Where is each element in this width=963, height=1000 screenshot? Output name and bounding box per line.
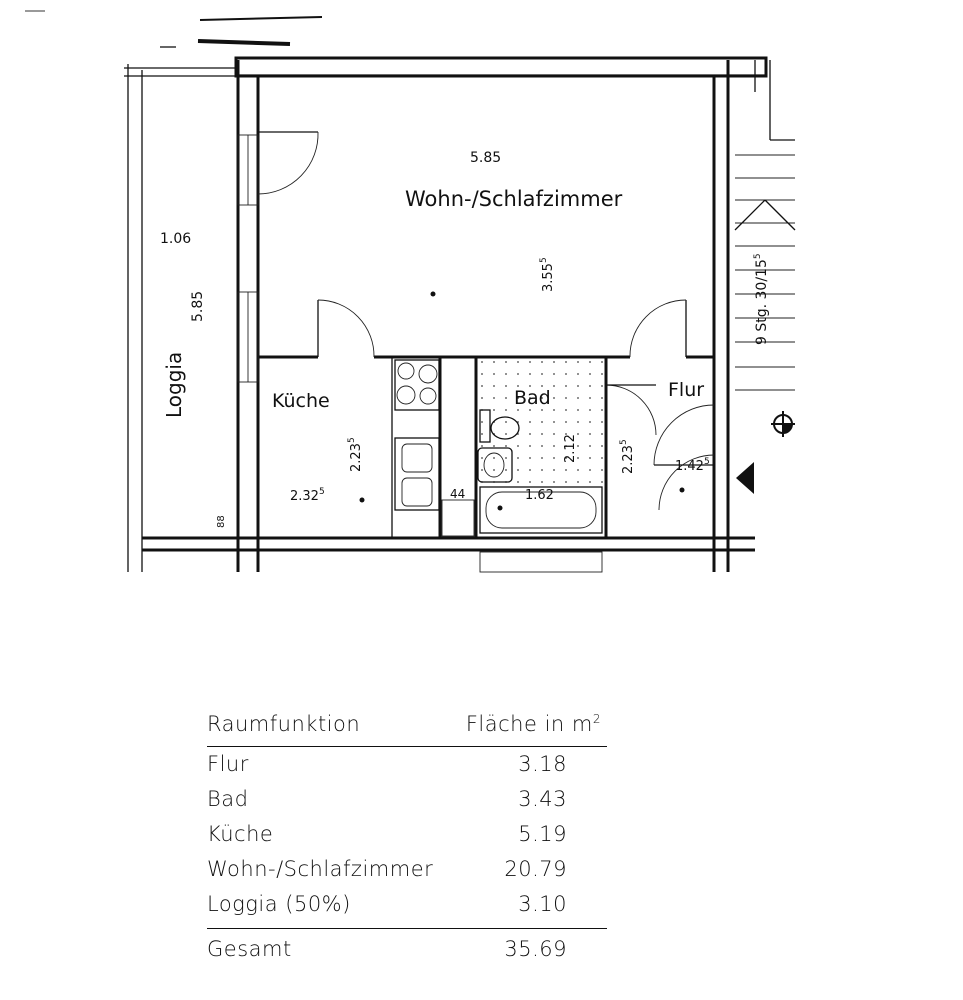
header-area: Fläche in $m^2$ [465, 712, 601, 736]
niche-label: 44 [450, 487, 466, 501]
shaft [442, 500, 474, 536]
row-value: 3.43 [518, 787, 567, 811]
scan-marks [25, 11, 322, 47]
row-name: Loggia (50%) [207, 892, 351, 916]
entrance-marker [736, 462, 754, 494]
table-row [207, 852, 607, 887]
living-depth-label: 3.55$^5$ [539, 257, 556, 292]
row-name: Bad [207, 787, 249, 811]
total-label: Gesamt [207, 937, 292, 961]
bath-depth-label: 2.12 [563, 434, 578, 463]
row-value: 3.18 [518, 752, 567, 776]
row-name: Flur [207, 752, 249, 776]
area-table [207, 712, 607, 969]
room-labels [160, 150, 770, 528]
hall-label: Flur [668, 379, 705, 401]
kitchen-sink [395, 438, 439, 510]
area-table-total-row [207, 928, 607, 969]
table-row [207, 887, 607, 922]
washbasin [478, 448, 512, 482]
row-value: 20.79 [504, 857, 567, 881]
header-function: Raumfunktion [207, 712, 361, 736]
table-row [207, 817, 607, 852]
row-name: Küche [207, 822, 274, 846]
bath-label: Bad [514, 387, 551, 409]
toilet [480, 410, 519, 442]
hall-depth-label: 2.23$^5$ [619, 439, 636, 474]
row-value: 3.10 [518, 892, 567, 916]
area-table-header [207, 712, 607, 747]
kitchen-depth-label: 2.23$^5$ [347, 437, 364, 472]
loggia-label: Loggia [162, 351, 186, 418]
kitchen-stove [395, 360, 439, 410]
windows [238, 135, 258, 382]
bath-width-label: 1.62 [525, 488, 554, 503]
hall-width-label: 1.42$^5$ [675, 457, 710, 474]
row-value: 5.19 [518, 822, 567, 846]
table-row [207, 782, 607, 817]
row-name: Wohn-/Schlafzimmer [207, 857, 434, 881]
loggia-length-label: 5.85 [190, 290, 206, 322]
table-row [207, 747, 607, 782]
north-symbol-icon [771, 411, 795, 437]
kitchen-label: Küche [272, 390, 330, 412]
stairs-label: 9 Stg. $30/15^5$ [753, 253, 770, 345]
total-value: 35.69 [504, 937, 567, 961]
loggia-width-label: 1.06 [160, 231, 192, 247]
lower-fixture [480, 552, 602, 572]
window-note-label: 88 [216, 515, 227, 528]
bath-tile-grid [481, 361, 603, 483]
area-table-body [207, 747, 607, 922]
living-room-label: Wohn-/Schlafzimmer [405, 187, 623, 211]
living-width-label: 5.85 [470, 150, 502, 166]
kitchen-width-label: 2.32$^5$ [290, 487, 325, 504]
